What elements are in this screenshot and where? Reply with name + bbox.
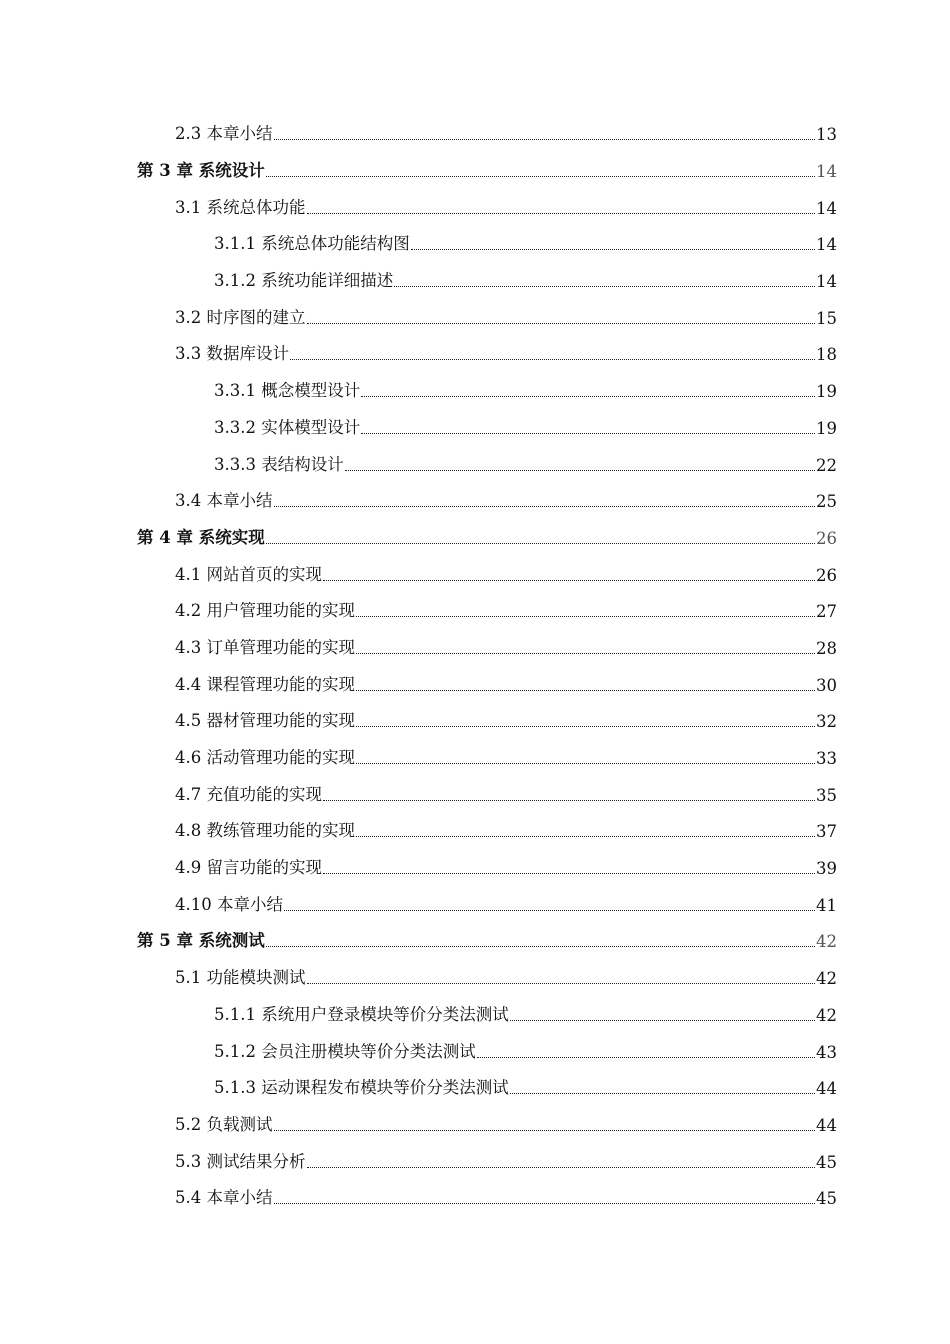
toc-entry-title: 4.7 充值功能的实现 [175, 784, 322, 804]
toc-entry[interactable] [0, 408, 950, 445]
toc-entry-title: 第 5 章 系统测试 [137, 931, 265, 951]
toc-entry-page: 15 [816, 308, 837, 328]
toc-entry-page: 39 [816, 859, 837, 879]
toc-entry[interactable] [0, 995, 950, 1032]
toc-entry-title: 3.3 数据库设计 [175, 344, 289, 364]
dot-leader [266, 946, 815, 947]
dot-leader [323, 800, 815, 801]
toc-chapter-entry[interactable] [0, 921, 950, 958]
toc-entry-title: 4.2 用户管理功能的实现 [175, 601, 355, 621]
dot-leader [356, 690, 815, 691]
toc-entry-title: 2.3 本章小结 [175, 124, 273, 144]
toc-entry-page: 19 [816, 418, 837, 438]
toc-entry-page: 33 [816, 749, 837, 769]
toc-entry-title: 3.1 系统总体功能 [175, 197, 306, 217]
dot-leader [266, 543, 815, 544]
toc-entry[interactable] [0, 297, 950, 334]
toc-entry-title: 4.8 教练管理功能的实现 [175, 821, 355, 841]
toc-entry-page: 19 [816, 382, 837, 402]
table-of-contents [0, 114, 950, 1215]
toc-entry-page: 14 [816, 235, 837, 255]
toc-entry-page: 44 [816, 1079, 837, 1099]
toc-entry[interactable] [0, 1105, 950, 1142]
dot-leader [356, 763, 815, 764]
dot-leader [361, 433, 815, 434]
toc-chapter-entry[interactable] [0, 518, 950, 555]
dot-leader [394, 286, 815, 287]
toc-entry[interactable] [0, 774, 950, 811]
dot-leader [411, 249, 815, 250]
toc-entry-page: 14 [816, 198, 837, 218]
dot-leader [323, 873, 815, 874]
toc-entry-title: 4.1 网站首页的实现 [175, 564, 322, 584]
dot-leader [356, 616, 815, 617]
dot-leader [323, 580, 815, 581]
toc-entry-title: 4.9 留言功能的实现 [175, 858, 322, 878]
toc-entry-title: 5.1.1 系统用户登录模块等价分类法测试 [214, 1004, 509, 1024]
toc-entry-title: 4.5 器材管理功能的实现 [175, 711, 355, 731]
toc-entry[interactable] [0, 187, 950, 224]
toc-entry-page: 32 [816, 712, 837, 732]
toc-entry-page: 27 [816, 602, 837, 622]
toc-entry-page: 28 [816, 638, 837, 658]
toc-entry-title: 3.4 本章小结 [175, 491, 273, 511]
toc-entry-page: 44 [816, 1115, 837, 1135]
dot-leader [307, 323, 816, 324]
toc-entry-page: 30 [816, 675, 837, 695]
dot-leader [477, 1057, 815, 1058]
dot-leader [510, 1093, 815, 1094]
toc-entry-title: 第 4 章 系统实现 [137, 527, 265, 547]
toc-entry-title: 5.2 负载测试 [175, 1114, 273, 1134]
dot-leader [356, 653, 815, 654]
toc-entry[interactable] [0, 1141, 950, 1178]
toc-entry-title: 4.4 课程管理功能的实现 [175, 674, 355, 694]
toc-entry-title: 5.1.2 会员注册模块等价分类法测试 [214, 1041, 476, 1061]
toc-entry-page: 22 [816, 455, 837, 475]
toc-entry-title: 3.3.1 概念模型设计 [214, 381, 361, 401]
toc-entry[interactable] [0, 701, 950, 738]
toc-entry[interactable] [0, 884, 950, 921]
toc-entry-title: 3.3.2 实体模型设计 [214, 417, 361, 437]
toc-entry[interactable] [0, 334, 950, 371]
toc-entry-title: 3.1.1 系统总体功能结构图 [214, 234, 410, 254]
dot-leader [356, 726, 815, 727]
toc-entry-page: 45 [816, 1152, 837, 1172]
dot-leader [274, 1130, 816, 1131]
toc-entry-page: 43 [816, 1042, 837, 1062]
toc-entry-title: 第 3 章 系统设计 [137, 161, 265, 181]
toc-entry-page: 42 [816, 1005, 837, 1025]
toc-entry-page: 18 [816, 345, 837, 365]
toc-entry-page: 35 [816, 785, 837, 805]
toc-entry-title: 5.1 功能模块测试 [175, 968, 306, 988]
dot-leader [266, 176, 815, 177]
dot-leader [307, 1167, 816, 1168]
toc-entry[interactable] [0, 261, 950, 298]
toc-entry-title: 4.6 活动管理功能的实现 [175, 748, 355, 768]
toc-entry[interactable] [0, 628, 950, 665]
toc-entry-title: 3.1.2 系统功能详细描述 [214, 271, 394, 291]
dot-leader [345, 470, 815, 471]
toc-entry[interactable] [0, 1031, 950, 1068]
toc-entry[interactable] [0, 114, 950, 151]
dot-leader [274, 1203, 816, 1204]
toc-entry[interactable] [0, 224, 950, 261]
toc-entry[interactable] [0, 554, 950, 591]
toc-entry-title: 3.2 时序图的建立 [175, 307, 306, 327]
toc-entry[interactable] [0, 1068, 950, 1105]
toc-entry-page: 14 [816, 162, 837, 182]
toc-chapter-entry[interactable] [0, 151, 950, 188]
toc-entry-title: 5.3 测试结果分析 [175, 1151, 306, 1171]
toc-entry[interactable] [0, 958, 950, 995]
dot-leader [274, 139, 816, 140]
toc-entry[interactable] [0, 1178, 950, 1215]
toc-entry[interactable] [0, 591, 950, 628]
toc-entry-title: 3.3.3 表结构设计 [214, 454, 344, 474]
dot-leader [356, 836, 815, 837]
toc-entry-page: 41 [816, 895, 837, 915]
toc-entry[interactable] [0, 444, 950, 481]
toc-entry-page: 37 [816, 822, 837, 842]
dot-leader [307, 983, 816, 984]
toc-entry-page: 42 [816, 932, 837, 952]
toc-entry-title: 5.4 本章小结 [175, 1188, 273, 1208]
dot-leader [284, 910, 815, 911]
dot-leader [361, 396, 815, 397]
dot-leader [274, 506, 816, 507]
toc-entry-page: 42 [816, 969, 837, 989]
toc-entry[interactable] [0, 481, 950, 518]
toc-entry[interactable] [0, 664, 950, 701]
dot-leader [510, 1020, 815, 1021]
toc-entry-page: 25 [816, 492, 837, 512]
toc-entry-title: 5.1.3 运动课程发布模块等价分类法测试 [214, 1078, 509, 1098]
toc-entry[interactable] [0, 811, 950, 848]
dot-leader [307, 213, 816, 214]
toc-entry-page: 26 [816, 528, 837, 548]
dot-leader [290, 359, 815, 360]
toc-entry-title: 4.3 订单管理功能的实现 [175, 637, 355, 657]
toc-entry[interactable] [0, 371, 950, 408]
toc-entry-title: 4.10 本章小结 [175, 894, 283, 914]
toc-entry-page: 13 [816, 125, 837, 145]
toc-entry-page: 45 [816, 1189, 837, 1209]
toc-entry[interactable] [0, 848, 950, 885]
toc-entry-page: 26 [816, 565, 837, 585]
toc-entry-page: 14 [816, 272, 837, 292]
toc-entry[interactable] [0, 738, 950, 775]
